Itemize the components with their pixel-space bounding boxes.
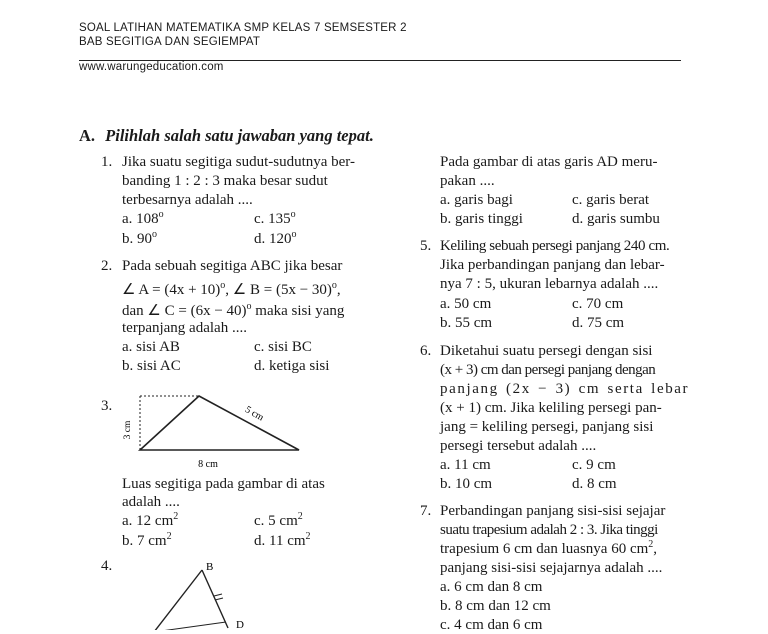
header-website: www.warungeducation.com (79, 61, 224, 73)
question-text-line: pakan .... (440, 173, 495, 189)
question-text-line: Jika perbandingan panjang dan lebar- (440, 257, 665, 273)
section-title: Pilihlah salah satu jawaban yang tepat. (105, 126, 374, 145)
option-c[interactable]: c. 4 cm dan 6 cm (440, 617, 543, 633)
question-text-line: Jika suatu segitiga sudut-sudutnya ber- (122, 154, 355, 170)
question-number: 2. (101, 258, 113, 274)
option-b[interactable]: b. 90$^o$ (122, 229, 157, 247)
segment-ad (154, 622, 226, 630)
question-text-line: Perbandingan panjang sisi-sisi sejajar (440, 503, 666, 519)
question-text-line: Pada gambar di atas garis AD meru- (440, 154, 658, 170)
section-letter: A. (79, 126, 96, 145)
question-text-line: suatu trapesium adalah 2 : 3. Jika tinggi (440, 522, 658, 538)
question-number: 6. (420, 343, 432, 359)
header-title: SOAL LATIHAN MATEMATIKA SMP KELAS 7 SEMSESTER 2 (79, 22, 407, 34)
option-b[interactable]: b. 55 cm (440, 315, 493, 331)
option-d[interactable]: d. 75 cm (572, 315, 625, 331)
option-a[interactable]: a. 6 cm dan 8 cm (440, 579, 543, 595)
question-text-line: nya 7 : 5, ukuran lebarnya adalah .... (440, 276, 659, 292)
label-5cm: 5 cm (242, 404, 266, 424)
label-b: B (206, 561, 214, 573)
section-heading (79, 126, 374, 146)
question-text-line: Keliling sebuah persegi panjang 240 cm. (440, 238, 670, 254)
question-text-line: terbesarnya adalah .... (122, 192, 253, 208)
question-text-line: adalah .... (122, 494, 180, 510)
question-text-line: dan ∠ $C = (6x - 40)^o$ maka sisi yang (122, 301, 345, 319)
triangle-outline (140, 396, 299, 450)
header-subtitle: BAB SEGITIGA DAN SEGIEMPAT (79, 36, 261, 48)
option-d[interactable]: d. ketiga sisi (254, 358, 330, 374)
question-text-line: terpanjang adalah .... (122, 320, 247, 336)
option-b[interactable]: b. sisi AC (122, 358, 181, 374)
option-c[interactable]: c. 135$^o$ (254, 209, 296, 227)
option-d[interactable]: d. 120$^o$ (254, 229, 297, 247)
question-text-line: panjang (2x − 3) cm serta lebar (440, 381, 690, 397)
option-a[interactable]: a. 108$^o$ (122, 209, 164, 227)
question-number: 3. (101, 398, 113, 414)
label-3cm: 3 cm (123, 420, 133, 440)
option-a[interactable]: a. sisi AB (122, 339, 180, 355)
tick-mark (215, 598, 223, 600)
label-8cm: 8 cm (198, 459, 218, 470)
label-d: D (236, 619, 244, 630)
option-d[interactable]: d. 11 $cm^2$ (254, 531, 311, 549)
option-d[interactable]: d. 8 cm (572, 476, 617, 492)
question-text-line: trapesium 6 cm dan luasnya 60 $cm^2$, (440, 539, 658, 557)
question-text-line: banding 1 : 2 : 3 maka besar sudut (122, 173, 328, 189)
question-text-line: Pada sebuah segitiga ABC jika besar (122, 258, 343, 274)
option-c[interactable]: c. garis berat (572, 192, 650, 208)
option-b[interactable]: b. 10 cm (440, 476, 493, 492)
option-a[interactable]: a. 11 cm (440, 457, 491, 473)
tick-mark (214, 594, 222, 596)
option-b[interactable]: b. garis tinggi (440, 211, 523, 227)
question-text-line: Luas segitiga pada gambar di atas (122, 476, 325, 492)
question-text-line: (x + 3) cm dan persegi panjang dengan (440, 362, 656, 378)
question-text-line: Diketahui suatu persegi dengan sisi (440, 343, 653, 359)
option-b[interactable]: b. 8 cm dan 12 cm (440, 598, 551, 614)
option-a[interactable]: a. 50 cm (440, 296, 492, 312)
question-text-line: persegi tersebut adalah .... (440, 438, 597, 454)
right-triangle-figure (115, 388, 315, 474)
option-c[interactable]: c. 70 cm (572, 296, 624, 312)
option-c[interactable]: c. 5 $cm^2$ (254, 511, 303, 529)
option-d[interactable]: d. garis sumbu (572, 211, 660, 227)
question-number: 5. (420, 238, 432, 254)
side-ba (154, 570, 202, 630)
question-number: 4. (101, 558, 113, 574)
option-a[interactable]: a. 12 $cm^2$ (122, 511, 179, 529)
side-bc (202, 570, 228, 628)
question-text-line: ∠ $A = (4x + 10)^o$, ∠ $B = (5x - 30)^o$, (122, 280, 341, 298)
question-text-line: (x + 1) cm. Jika keliling persegi pan- (440, 400, 662, 416)
option-b[interactable]: b. 7 $cm^2$ (122, 531, 172, 549)
question-text-line: panjang sisi-sisi sejajarnya adalah .... (440, 560, 663, 576)
question-number: 7. (420, 503, 432, 519)
question-text-line: jang = keliling persegi, panjang sisi (440, 419, 654, 435)
triangle-figure (140, 556, 260, 630)
option-a[interactable]: a. garis bagi (440, 192, 513, 208)
option-c[interactable]: c. 9 cm (572, 457, 616, 473)
option-c[interactable]: c. sisi BC (254, 339, 312, 355)
question-number: 1. (101, 154, 113, 170)
